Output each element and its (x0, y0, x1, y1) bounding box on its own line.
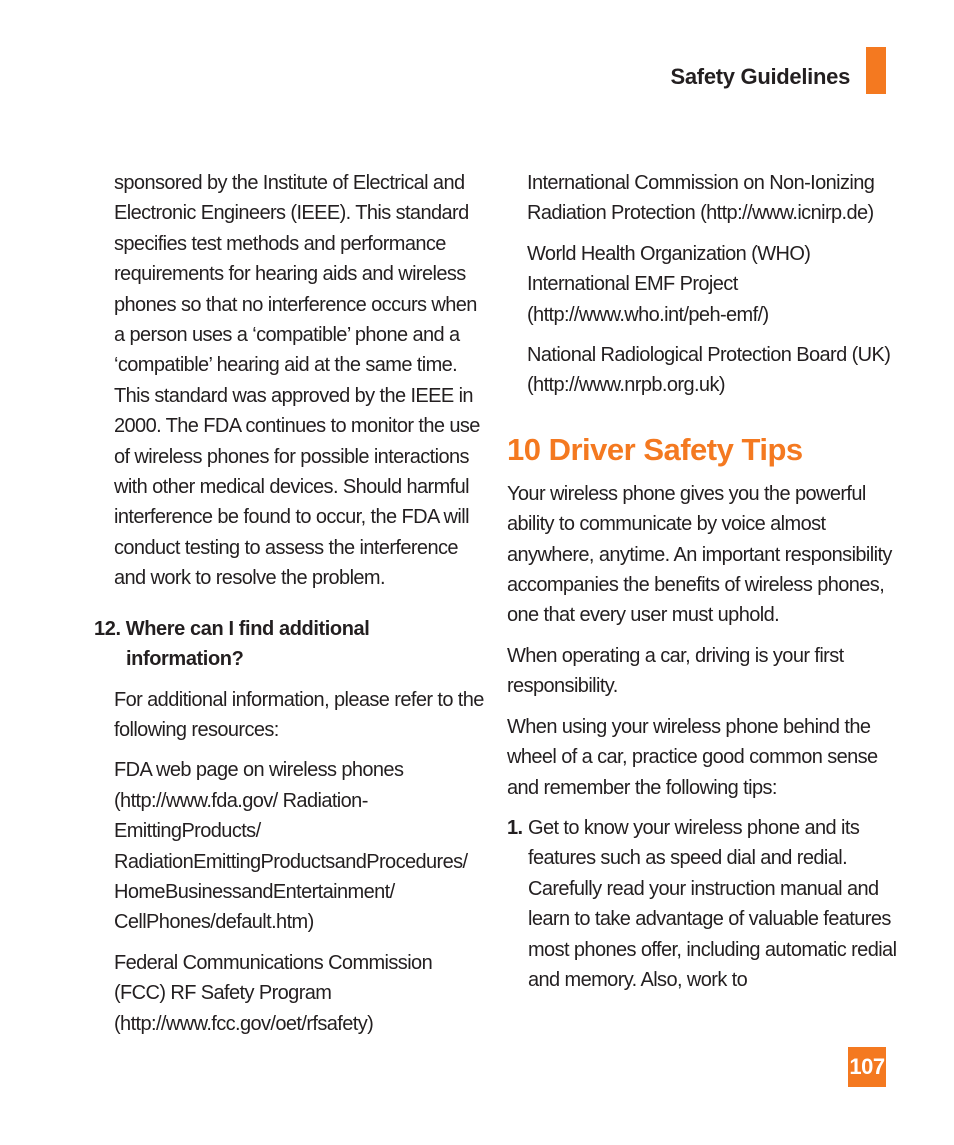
resource-who: World Health Organization (WHO) International EMF Project (http://www.who.int/peh-emf/) (527, 242, 811, 326)
page-header-title: Safety Guidelines (670, 64, 850, 89)
resource-nrpb: National Radiological Protection Board (UK) (http://www.nrpb.org.uk) (527, 344, 891, 397)
left-column (94, 168, 484, 1049)
resources-intro: For additional information, please refer to the following resources: (114, 688, 484, 741)
driver-tips-lead-paragraph: When using your wireless phone behind the wheel of a car, practice good common sense and remember the following tips: (507, 715, 878, 799)
driver-intro-paragraph: Your wireless phone gives you the powerful ability to communicate by voice almost anywhere, anytime. An important responsibility accompanies the benefits of wireless phones, one that every user must uphold. (507, 482, 892, 627)
list-item (507, 813, 897, 995)
resource-icnirp: International Commission on Non-Ionizing Radiation Protection (http://www.icnirp.de) (527, 172, 875, 225)
list-item-text: Get to know your wireless phone and its features such as speed dial and redial. Carefully read your instruction manual and learn to take advantage of valuable features most phones offer, including automatic redial and memory. Also, work to (528, 816, 897, 991)
continuation-paragraph: sponsored by the Institute of Electrical and Electronic Engineers (IEEE). This standard specifies test methods and performance requirements for hearing aids and wireless phones so that no interference occurs when a person uses a ‘compatible’ phone and a ‘compatible’ hearing aid at the same time. This standard was approved by the IEEE in 2000. The FDA continues to monitor the use of wireless phones for possible interactions with other medical devices. Should harmful interference be found to occur, the FDA will conduct testing to assess the interference and work to resolve the problem. (114, 172, 480, 590)
header-accent-tab (866, 47, 886, 94)
resource-list-continued (507, 168, 897, 401)
right-column (507, 168, 897, 995)
question-heading: 12. Where can I find additional information? (94, 617, 370, 671)
resource-fcc: Federal Communications Commission (FCC) RF Safety Program (http://www.fcc.gov/oet/rfsafety) (114, 951, 433, 1035)
list-item-number: 1. (507, 816, 523, 839)
resource-fda: FDA web page on wireless phones (http://www.fda.gov/ Radiation-EmittingProducts/ RadiationEmittingProductsandProcedures/ HomeBusinessandEntertainment/ CellPhones/default.htm) (114, 759, 468, 934)
driver-responsibility-paragraph: When operating a car, driving is your first responsibility. (507, 644, 844, 698)
page-number-badge: 107 (848, 1047, 886, 1087)
section-title: 10 Driver Safety Tips (507, 431, 803, 467)
